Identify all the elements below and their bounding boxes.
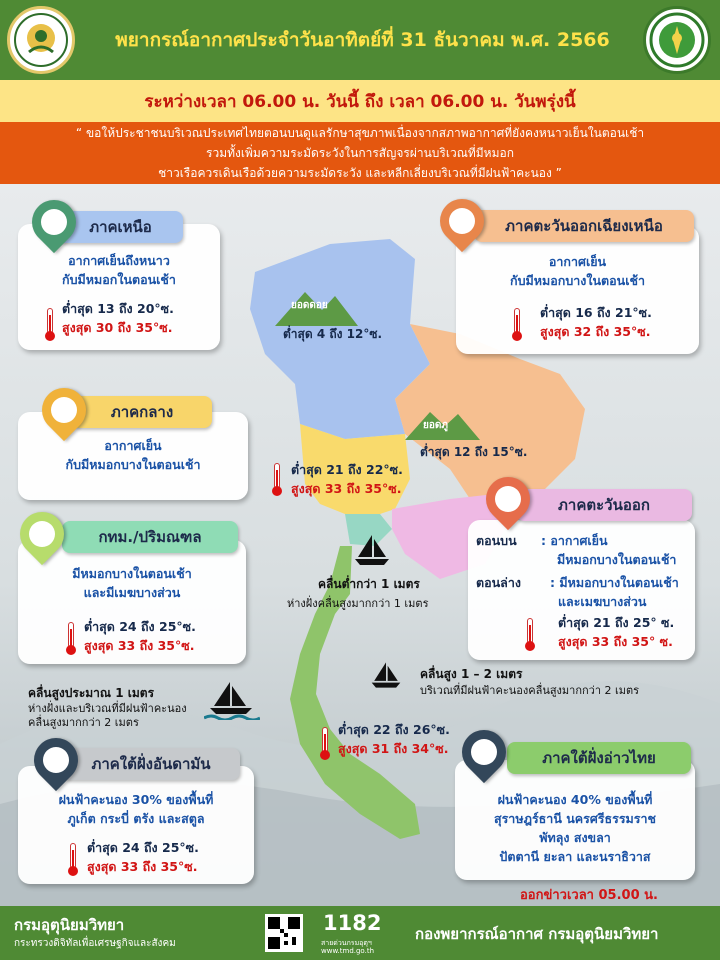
boat-icon bbox=[204, 680, 260, 720]
central-min: ต่ำสุด 21 ถึง 22°ซ. bbox=[291, 462, 403, 477]
central-max: สูงสุด 33 ถึง 35°ซ. bbox=[291, 481, 402, 496]
gulf-line1: ฝนฟ้าคะนอง 40% ของพื้นที่ bbox=[497, 792, 653, 807]
phu-temp: ต่ำสุด 12 ถึง 15°ซ. bbox=[420, 445, 528, 459]
north-min: ต่ำสุด 13 ถึง 20°ซ. bbox=[62, 301, 174, 316]
thermometer-icon bbox=[68, 843, 78, 877]
east-upper-line2: มีหมอกบางในตอนเช้า bbox=[557, 552, 677, 567]
bangkok-temps bbox=[84, 617, 196, 655]
northeast-max: สูงสุด 32 ถึง 35°ซ. bbox=[540, 324, 651, 339]
gulf-lower-note: บริเวณที่มีฝนฟ้าคะนองคลื่นสูงมากกว่า 2 เมตร bbox=[420, 684, 640, 697]
central-line2: กับมีหมอกบางในตอนเช้า bbox=[65, 457, 201, 472]
thermometer-icon bbox=[272, 463, 282, 497]
andaman-note2: คลื่นสูงมากกว่า 2 เมตร bbox=[28, 716, 139, 729]
andaman-line1: ฝนฟ้าคะนอง 30% ของพื้นที่ bbox=[58, 792, 214, 807]
bangkok-min: ต่ำสุด 24 ถึง 25°ซ. bbox=[84, 619, 196, 634]
advisory-notice bbox=[0, 122, 720, 184]
northeast-tag: ภาคตะวันออกเฉียงเหนือ bbox=[474, 210, 694, 242]
wave-title: คลื่นสูงประมาณ 1 เมตร bbox=[28, 686, 155, 700]
east-lower-line2: และเมฆบางส่วน bbox=[558, 594, 647, 609]
footer-ministry: กระทรวงดิจิทัลเพื่อเศรษฐกิจและสังคม bbox=[14, 938, 176, 949]
boat-icon bbox=[353, 533, 391, 567]
footer bbox=[0, 906, 720, 960]
footer-division: กองพยากรณ์อากาศ กรมอุตุนิยมวิทยา bbox=[415, 925, 659, 943]
footer-org: กรมอุตุนิยมวิทยา bbox=[14, 916, 125, 934]
gulf-lower-wave bbox=[420, 667, 522, 682]
thermometer-icon bbox=[66, 622, 76, 656]
hotline-label: สายด่วนกรมอุตุฯ bbox=[321, 939, 372, 947]
northeast-min: ต่ำสุด 16 ถึง 21°ซ. bbox=[540, 305, 652, 320]
east-temps bbox=[558, 613, 674, 651]
notice-line: ชาวเรือควรเดินเรือด้วยความระมัดระวัง และหลีกเลี่ยงบริเวณที่มีฝนฟ้าคะนอง ” bbox=[158, 166, 562, 180]
gulf-card bbox=[455, 760, 695, 880]
central-temps bbox=[291, 460, 403, 498]
bangkok-line2: และมีเมฆบางส่วน bbox=[83, 585, 181, 600]
thermometer-icon bbox=[525, 618, 535, 652]
thermometer-icon bbox=[45, 308, 55, 342]
gulf-line2: สุราษฎร์ธานี นครศรีธรรมราช bbox=[493, 811, 657, 826]
andaman-wave bbox=[28, 686, 154, 701]
north-line2: กับมีหมอกในตอนเช้า bbox=[62, 272, 176, 287]
boat-icon bbox=[370, 660, 402, 690]
notice-line: “ ขอให้ประชาชนบริเวณประเทศไทยตอนบนดูแลรักษาสุขภาพเนื่องจากสภาพอากาศที่ยังคงหนาวเย็นในตอนเช้า bbox=[75, 126, 645, 140]
east-min: ต่ำสุด 21 ถึง 25° ซ. bbox=[558, 615, 675, 630]
north-tag: ภาคเหนือ bbox=[58, 211, 183, 243]
phu-label: ยอดภู bbox=[423, 420, 448, 431]
gulf-tag: ภาคใต้ฝั่งอ่าวไทย bbox=[507, 742, 691, 774]
central-line1: อากาศเย็น bbox=[104, 438, 162, 453]
gulf-line4: ปัตตานี ยะลา และนราธิวาส bbox=[499, 849, 651, 864]
forecast-period: ระหว่างเวลา 06.00 น. วันนี้ ถึง เวลา 06.00 น. วันพรุ่งนี้ bbox=[0, 80, 720, 122]
east-tag: ภาคตะวันออก bbox=[516, 489, 692, 521]
issued-time: ออกข่าวเวลา 05.00 น. bbox=[520, 888, 658, 903]
gulf-upper-note: ห่างฝั่งคลื่นสูงมากกว่า 1 เมตร bbox=[287, 597, 429, 610]
south-min: ต่ำสุด 22 ถึง 26°ซ. bbox=[338, 722, 450, 737]
east-lower bbox=[476, 573, 695, 592]
north-max: สูงสุด 30 ถึง 35°ซ. bbox=[62, 320, 173, 335]
central-tag: ภาคกลาง bbox=[72, 396, 212, 428]
gulf-line3: พัทลุง สงขลา bbox=[539, 830, 611, 845]
bangkok-tag: กทม./ปริมณฑล bbox=[62, 521, 238, 553]
andaman-min: ต่ำสุด 24 ถึง 25°ซ. bbox=[87, 840, 199, 855]
ministry-seal-logo bbox=[7, 6, 75, 74]
east-lower-label: ตอนล่าง bbox=[476, 575, 521, 590]
north-line1: อากาศเย็นถึงหนาว bbox=[68, 253, 170, 268]
website-link[interactable]: www.tmd.go.th bbox=[321, 947, 374, 955]
andaman-note1: ห่างฝั่งและบริเวณที่มีฝนฟ้าคะนอง bbox=[28, 702, 187, 715]
andaman-tag: ภาคใต้ฝั่งอันดามัน bbox=[62, 748, 240, 780]
doi-label: ยอดดอย bbox=[291, 300, 328, 311]
andaman-max: สูงสุด 33 ถึง 35°ซ. bbox=[87, 859, 198, 874]
south-temps bbox=[338, 720, 450, 758]
page-title: พยากรณ์อากาศประจำวันอาทิตย์ที่ 31 ธันวาคม พ.ศ. 2566 bbox=[115, 29, 610, 51]
andaman-temps bbox=[87, 838, 199, 876]
notice-line: รวมทั้งเพิ่มความระมัดระวังในการสัญจรผ่านบริเวณที่มีหมอก bbox=[206, 146, 514, 160]
east-upper-line1: : อากาศเย็น bbox=[541, 533, 608, 548]
thermometer-icon bbox=[512, 308, 522, 342]
east-lower-line1: : มีหมอกบางในตอนเช้า bbox=[550, 575, 679, 590]
east-upper-label: ตอนบน bbox=[476, 533, 517, 548]
north-temps bbox=[62, 299, 174, 337]
gulf-upper-wave bbox=[318, 577, 420, 592]
northeast-line1: อากาศเย็น bbox=[548, 254, 607, 269]
doi-temp: ต่ำสุด 4 ถึง 12°ซ. bbox=[283, 327, 383, 341]
andaman-line2: ภูเก็ต กระบี่ ตรัง และสตูล bbox=[67, 811, 205, 826]
northeast-temps bbox=[540, 303, 652, 341]
wave-title: คลื่นต่ำกว่า 1 เมตร bbox=[318, 577, 420, 591]
wave-title: คลื่นสูง 1 – 2 เมตร bbox=[420, 667, 523, 681]
hotline-number: 1182 bbox=[323, 911, 382, 935]
bangkok-max: สูงสุด 33 ถึง 35°ซ. bbox=[84, 638, 195, 653]
east-max: สูงสุด 33 ถึง 35° ซ. bbox=[558, 634, 673, 649]
qr-code-icon[interactable] bbox=[265, 914, 303, 952]
tmd-logo bbox=[643, 6, 711, 74]
northeast-line2: กับมีหมอกบางในตอนเช้า bbox=[510, 273, 645, 288]
bangkok-line1: มีหมอกบางในตอนเช้า bbox=[72, 566, 192, 581]
thermometer-icon bbox=[320, 727, 330, 761]
east-upper bbox=[476, 531, 695, 550]
south-max: สูงสุด 31 ถึง 34°ซ. bbox=[338, 741, 449, 756]
